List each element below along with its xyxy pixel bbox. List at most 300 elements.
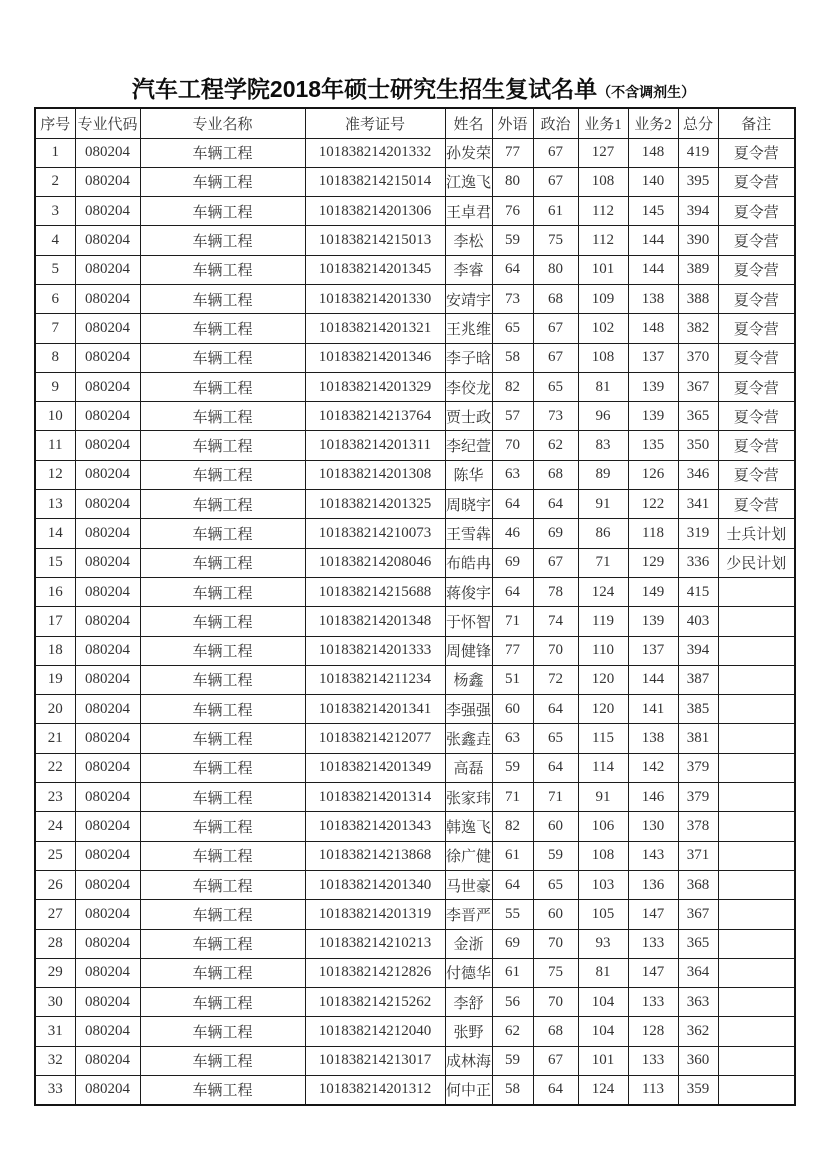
cell-total-score: 319	[678, 519, 718, 548]
cell-exam-id: 101838214201341	[305, 695, 445, 724]
cell-foreign-language: 82	[492, 812, 533, 841]
cell-index: 4	[35, 226, 75, 255]
cell-remarks: 少民计划	[718, 548, 795, 577]
cell-business1: 83	[578, 431, 628, 460]
cell-foreign-language: 57	[492, 402, 533, 431]
cell-business2: 141	[628, 695, 678, 724]
cell-politics: 60	[533, 812, 578, 841]
cell-major-code: 080204	[75, 958, 140, 987]
cell-major-name: 车辆工程	[140, 284, 305, 313]
cell-total-score: 363	[678, 988, 718, 1017]
cell-name: 陈华	[445, 460, 492, 489]
cell-business2: 139	[628, 607, 678, 636]
col-header-name: 姓名	[445, 108, 492, 138]
table-row	[35, 577, 795, 606]
cell-remarks	[718, 695, 795, 724]
cell-business2: 147	[628, 958, 678, 987]
cell-business2: 122	[628, 490, 678, 519]
cell-foreign-language: 64	[492, 255, 533, 284]
cell-index: 25	[35, 841, 75, 870]
cell-name: 孙发荣	[445, 138, 492, 167]
cell-business1: 93	[578, 929, 628, 958]
cell-business1: 101	[578, 1046, 628, 1075]
cell-name: 于怀智	[445, 607, 492, 636]
cell-foreign-language: 55	[492, 900, 533, 929]
cell-index: 18	[35, 636, 75, 665]
cell-name: 王卓君	[445, 197, 492, 226]
cell-name: 周健锋	[445, 636, 492, 665]
col-header-business2: 业务2	[628, 108, 678, 138]
cell-major-name: 车辆工程	[140, 226, 305, 255]
cell-total-score: 368	[678, 870, 718, 899]
cell-business1: 96	[578, 402, 628, 431]
cell-exam-id: 101838214201340	[305, 870, 445, 899]
cell-name: 王雪犇	[445, 519, 492, 548]
cell-exam-id: 101838214201333	[305, 636, 445, 665]
cell-total-score: 346	[678, 460, 718, 489]
table-row	[35, 226, 795, 255]
cell-business2: 139	[628, 402, 678, 431]
cell-remarks: 夏令营	[718, 167, 795, 196]
col-header-foreign-language: 外语	[492, 108, 533, 138]
table-row	[35, 138, 795, 167]
cell-business1: 104	[578, 988, 628, 1017]
cell-business1: 108	[578, 343, 628, 372]
cell-index: 28	[35, 929, 75, 958]
cell-foreign-language: 61	[492, 958, 533, 987]
cell-name: 付德华	[445, 958, 492, 987]
table-row	[35, 1076, 795, 1105]
table-row	[35, 1017, 795, 1046]
table-row	[35, 929, 795, 958]
cell-foreign-language: 51	[492, 665, 533, 694]
title-text: 汽车工程学院2018年硕士研究生招生复试名单	[131, 76, 598, 102]
cell-name: 徐广健	[445, 841, 492, 870]
cell-major-name: 车辆工程	[140, 724, 305, 753]
cell-remarks	[718, 665, 795, 694]
cell-total-score: 360	[678, 1046, 718, 1075]
cell-index: 21	[35, 724, 75, 753]
cell-remarks	[718, 900, 795, 929]
cell-foreign-language: 69	[492, 929, 533, 958]
cell-index: 24	[35, 812, 75, 841]
cell-politics: 65	[533, 724, 578, 753]
cell-business2: 145	[628, 197, 678, 226]
cell-business2: 143	[628, 841, 678, 870]
cell-total-score: 362	[678, 1017, 718, 1046]
col-header-remarks: 备注	[718, 108, 795, 138]
cell-index: 15	[35, 548, 75, 577]
cell-major-code: 080204	[75, 577, 140, 606]
cell-business1: 115	[578, 724, 628, 753]
cell-business1: 104	[578, 1017, 628, 1046]
cell-major-code: 080204	[75, 1046, 140, 1075]
cell-politics: 65	[533, 870, 578, 899]
cell-politics: 59	[533, 841, 578, 870]
cell-index: 1	[35, 138, 75, 167]
cell-index: 3	[35, 197, 75, 226]
cell-exam-id: 101838214201306	[305, 197, 445, 226]
cell-major-name: 车辆工程	[140, 343, 305, 372]
cell-business2: 130	[628, 812, 678, 841]
cell-remarks	[718, 1017, 795, 1046]
cell-politics: 64	[533, 1076, 578, 1105]
cell-politics: 60	[533, 900, 578, 929]
cell-business1: 71	[578, 548, 628, 577]
cell-name: 韩逸飞	[445, 812, 492, 841]
cell-total-score: 394	[678, 636, 718, 665]
table-row	[35, 402, 795, 431]
table-row	[35, 167, 795, 196]
table-row	[35, 636, 795, 665]
cell-exam-id: 101838214201308	[305, 460, 445, 489]
cell-politics: 70	[533, 988, 578, 1017]
cell-exam-id: 101838214208046	[305, 548, 445, 577]
cell-total-score: 389	[678, 255, 718, 284]
table-row	[35, 753, 795, 782]
cell-business1: 86	[578, 519, 628, 548]
cell-exam-id: 101838214210073	[305, 519, 445, 548]
cell-exam-id: 101838214215262	[305, 988, 445, 1017]
cell-remarks	[718, 724, 795, 753]
cell-major-code: 080204	[75, 988, 140, 1017]
cell-business1: 108	[578, 841, 628, 870]
cell-name: 贾士政	[445, 402, 492, 431]
cell-exam-id: 101838214201314	[305, 783, 445, 812]
table-row	[35, 197, 795, 226]
col-header-major-name: 专业名称	[140, 108, 305, 138]
cell-exam-id: 101838214201311	[305, 431, 445, 460]
table-row	[35, 255, 795, 284]
cell-remarks: 夏令营	[718, 490, 795, 519]
cell-major-code: 080204	[75, 665, 140, 694]
cell-index: 31	[35, 1017, 75, 1046]
cell-name: 张鑫垚	[445, 724, 492, 753]
cell-politics: 67	[533, 343, 578, 372]
cell-major-name: 车辆工程	[140, 519, 305, 548]
cell-business2: 118	[628, 519, 678, 548]
cell-index: 16	[35, 577, 75, 606]
cell-politics: 80	[533, 255, 578, 284]
cell-remarks: 夏令营	[718, 138, 795, 167]
cell-business2: 148	[628, 314, 678, 343]
cell-major-code: 080204	[75, 783, 140, 812]
cell-total-score: 370	[678, 343, 718, 372]
cell-name: 安靖宇	[445, 284, 492, 313]
cell-major-code: 080204	[75, 431, 140, 460]
cell-politics: 71	[533, 783, 578, 812]
cell-foreign-language: 63	[492, 724, 533, 753]
cell-remarks	[718, 783, 795, 812]
col-header-politics: 政治	[533, 108, 578, 138]
cell-major-code: 080204	[75, 255, 140, 284]
cell-major-name: 车辆工程	[140, 548, 305, 577]
cell-politics: 67	[533, 548, 578, 577]
cell-exam-id: 101838214201325	[305, 490, 445, 519]
cell-total-score: 415	[678, 577, 718, 606]
cell-business2: 147	[628, 900, 678, 929]
table-row	[35, 284, 795, 313]
cell-foreign-language: 82	[492, 372, 533, 401]
cell-politics: 67	[533, 138, 578, 167]
cell-politics: 74	[533, 607, 578, 636]
col-header-business1: 业务1	[578, 108, 628, 138]
cell-total-score: 365	[678, 929, 718, 958]
cell-foreign-language: 65	[492, 314, 533, 343]
cell-business2: 133	[628, 929, 678, 958]
cell-foreign-language: 64	[492, 870, 533, 899]
cell-major-code: 080204	[75, 284, 140, 313]
cell-foreign-language: 70	[492, 431, 533, 460]
cell-major-name: 车辆工程	[140, 1046, 305, 1075]
cell-major-code: 080204	[75, 372, 140, 401]
cell-politics: 70	[533, 636, 578, 665]
cell-business2: 148	[628, 138, 678, 167]
cell-remarks	[718, 577, 795, 606]
cell-business2: 149	[628, 577, 678, 606]
table-row	[35, 1046, 795, 1075]
cell-index: 11	[35, 431, 75, 460]
cell-index: 7	[35, 314, 75, 343]
cell-exam-id: 101838214201348	[305, 607, 445, 636]
cell-index: 19	[35, 665, 75, 694]
col-header-major-code: 专业代码	[75, 108, 140, 138]
cell-name: 成林海	[445, 1046, 492, 1075]
cell-index: 26	[35, 870, 75, 899]
table-row	[35, 372, 795, 401]
cell-name: 金浙	[445, 929, 492, 958]
cell-business2: 138	[628, 284, 678, 313]
cell-name: 马世豪	[445, 870, 492, 899]
cell-foreign-language: 64	[492, 577, 533, 606]
cell-exam-id: 101838214212040	[305, 1017, 445, 1046]
cell-foreign-language: 59	[492, 1046, 533, 1075]
cell-foreign-language: 60	[492, 695, 533, 724]
cell-total-score: 371	[678, 841, 718, 870]
cell-major-name: 车辆工程	[140, 929, 305, 958]
cell-politics: 68	[533, 1017, 578, 1046]
cell-name: 江逸飞	[445, 167, 492, 196]
cell-major-code: 080204	[75, 343, 140, 372]
cell-major-name: 车辆工程	[140, 490, 305, 519]
cell-major-name: 车辆工程	[140, 138, 305, 167]
cell-exam-id: 101838214212826	[305, 958, 445, 987]
cell-business1: 124	[578, 1076, 628, 1105]
cell-politics: 61	[533, 197, 578, 226]
cell-exam-id: 101838214212077	[305, 724, 445, 753]
table-row	[35, 695, 795, 724]
cell-major-name: 车辆工程	[140, 402, 305, 431]
cell-remarks: 夏令营	[718, 314, 795, 343]
cell-name: 张野	[445, 1017, 492, 1046]
header-row	[35, 108, 795, 138]
cell-name: 李强强	[445, 695, 492, 724]
cell-foreign-language: 64	[492, 490, 533, 519]
cell-major-name: 车辆工程	[140, 988, 305, 1017]
table-row	[35, 460, 795, 489]
cell-name: 李子晗	[445, 343, 492, 372]
cell-exam-id: 101838214201312	[305, 1076, 445, 1105]
table-row	[35, 870, 795, 899]
cell-name: 李佼龙	[445, 372, 492, 401]
cell-major-code: 080204	[75, 548, 140, 577]
cell-business2: 133	[628, 988, 678, 1017]
cell-remarks: 夏令营	[718, 372, 795, 401]
cell-politics: 68	[533, 460, 578, 489]
cell-business2: 140	[628, 167, 678, 196]
cell-business1: 102	[578, 314, 628, 343]
table-row	[35, 724, 795, 753]
cell-major-code: 080204	[75, 724, 140, 753]
cell-total-score: 341	[678, 490, 718, 519]
col-header-index: 序号	[35, 108, 75, 138]
cell-foreign-language: 59	[492, 753, 533, 782]
cell-major-name: 车辆工程	[140, 607, 305, 636]
cell-major-code: 080204	[75, 812, 140, 841]
cell-major-code: 080204	[75, 490, 140, 519]
cell-exam-id: 101838214215013	[305, 226, 445, 255]
cell-major-code: 080204	[75, 197, 140, 226]
cell-name: 李松	[445, 226, 492, 255]
cell-index: 27	[35, 900, 75, 929]
cell-business1: 124	[578, 577, 628, 606]
cell-remarks	[718, 636, 795, 665]
cell-business1: 119	[578, 607, 628, 636]
cell-total-score: 336	[678, 548, 718, 577]
cell-business2: 136	[628, 870, 678, 899]
cell-exam-id: 101838214215688	[305, 577, 445, 606]
table-row	[35, 343, 795, 372]
cell-total-score: 387	[678, 665, 718, 694]
cell-business1: 91	[578, 783, 628, 812]
cell-name: 蒋俊宇	[445, 577, 492, 606]
cell-major-code: 080204	[75, 636, 140, 665]
cell-business2: 142	[628, 753, 678, 782]
cell-remarks	[718, 1076, 795, 1105]
cell-total-score: 367	[678, 900, 718, 929]
cell-exam-id: 101838214201329	[305, 372, 445, 401]
cell-name: 高磊	[445, 753, 492, 782]
cell-business1: 81	[578, 958, 628, 987]
cell-business2: 144	[628, 226, 678, 255]
cell-total-score: 385	[678, 695, 718, 724]
cell-major-code: 080204	[75, 314, 140, 343]
cell-politics: 67	[533, 314, 578, 343]
cell-major-code: 080204	[75, 841, 140, 870]
cell-foreign-language: 58	[492, 343, 533, 372]
cell-major-name: 车辆工程	[140, 695, 305, 724]
cell-major-name: 车辆工程	[140, 255, 305, 284]
cell-major-code: 080204	[75, 167, 140, 196]
cell-foreign-language: 80	[492, 167, 533, 196]
cell-index: 14	[35, 519, 75, 548]
cell-major-name: 车辆工程	[140, 314, 305, 343]
cell-exam-id: 101838214201349	[305, 753, 445, 782]
cell-name: 周晓宇	[445, 490, 492, 519]
cell-politics: 73	[533, 402, 578, 431]
cell-total-score: 403	[678, 607, 718, 636]
col-header-total-score: 总分	[678, 108, 718, 138]
cell-exam-id: 101838214201346	[305, 343, 445, 372]
cell-major-code: 080204	[75, 460, 140, 489]
table-row	[35, 548, 795, 577]
cell-total-score: 364	[678, 958, 718, 987]
cell-name: 张家玮	[445, 783, 492, 812]
cell-major-name: 车辆工程	[140, 841, 305, 870]
cell-total-score: 381	[678, 724, 718, 753]
cell-exam-id: 101838214201319	[305, 900, 445, 929]
cell-exam-id: 101838214215014	[305, 167, 445, 196]
cell-remarks	[718, 607, 795, 636]
cell-total-score: 350	[678, 431, 718, 460]
cell-major-code: 080204	[75, 753, 140, 782]
cell-index: 8	[35, 343, 75, 372]
cell-business2: 113	[628, 1076, 678, 1105]
cell-politics: 67	[533, 167, 578, 196]
cell-total-score: 367	[678, 372, 718, 401]
cell-business2: 133	[628, 1046, 678, 1075]
cell-name: 李舒	[445, 988, 492, 1017]
cell-name: 杨鑫	[445, 665, 492, 694]
cell-remarks	[718, 988, 795, 1017]
cell-business1: 106	[578, 812, 628, 841]
cell-exam-id: 101838214201321	[305, 314, 445, 343]
cell-foreign-language: 62	[492, 1017, 533, 1046]
cell-index: 17	[35, 607, 75, 636]
cell-remarks	[718, 1046, 795, 1075]
admission-roster-table	[34, 107, 796, 1106]
cell-business1: 112	[578, 226, 628, 255]
cell-business1: 110	[578, 636, 628, 665]
cell-foreign-language: 56	[492, 988, 533, 1017]
cell-name: 何中正	[445, 1076, 492, 1105]
cell-index: 29	[35, 958, 75, 987]
table-body	[35, 138, 795, 1105]
cell-business1: 89	[578, 460, 628, 489]
cell-exam-id: 101838214201330	[305, 284, 445, 313]
table-row	[35, 841, 795, 870]
cell-business2: 135	[628, 431, 678, 460]
cell-index: 10	[35, 402, 75, 431]
cell-business2: 137	[628, 343, 678, 372]
cell-major-name: 车辆工程	[140, 900, 305, 929]
cell-name: 王兆维	[445, 314, 492, 343]
cell-major-name: 车辆工程	[140, 783, 305, 812]
cell-remarks	[718, 841, 795, 870]
cell-major-code: 080204	[75, 1076, 140, 1105]
cell-major-name: 车辆工程	[140, 1017, 305, 1046]
cell-major-name: 车辆工程	[140, 958, 305, 987]
cell-politics: 70	[533, 929, 578, 958]
cell-total-score: 419	[678, 138, 718, 167]
cell-foreign-language: 63	[492, 460, 533, 489]
cell-major-code: 080204	[75, 929, 140, 958]
cell-politics: 75	[533, 958, 578, 987]
cell-remarks	[718, 870, 795, 899]
title-suffix: （不含调剂生）	[597, 84, 696, 100]
table-row	[35, 988, 795, 1017]
cell-remarks	[718, 812, 795, 841]
cell-major-name: 车辆工程	[140, 753, 305, 782]
cell-foreign-language: 76	[492, 197, 533, 226]
cell-business1: 120	[578, 665, 628, 694]
cell-major-name: 车辆工程	[140, 372, 305, 401]
cell-business2: 144	[628, 665, 678, 694]
cell-major-name: 车辆工程	[140, 1076, 305, 1105]
cell-exam-id: 101838214201332	[305, 138, 445, 167]
cell-remarks: 夏令营	[718, 343, 795, 372]
cell-business1: 81	[578, 372, 628, 401]
